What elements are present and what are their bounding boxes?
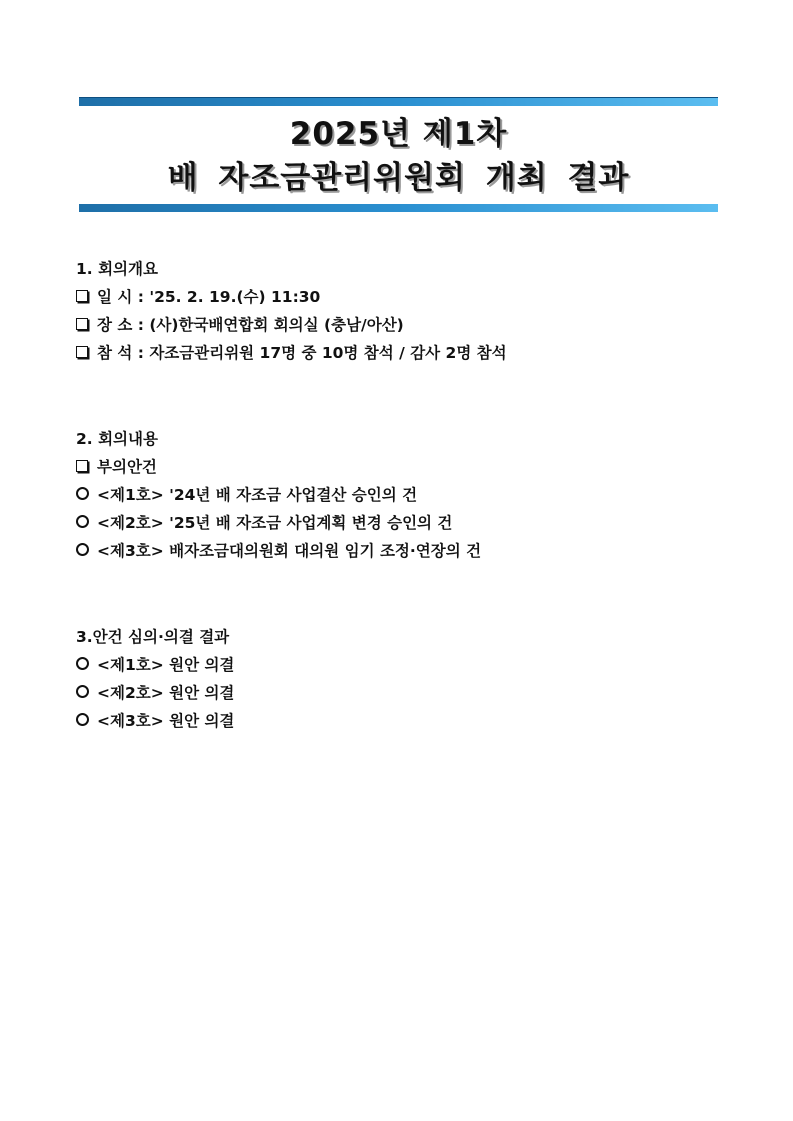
agenda-subheading (76, 453, 716, 481)
circle-bullet-icon (76, 657, 89, 670)
square-bullet-icon (76, 318, 88, 330)
agenda-subheading-text: 부의안건 (97, 458, 157, 476)
overview-item (76, 339, 716, 367)
circle-bullet-icon (76, 543, 89, 556)
result-item (76, 679, 716, 707)
section-1-heading: 1. 회의개요 (76, 260, 158, 278)
circle-bullet-icon (76, 713, 89, 726)
circle-bullet-icon (76, 487, 89, 500)
title-line-1: 2025년 제1차 (289, 116, 508, 152)
result-item (76, 651, 716, 679)
agenda-text: <제1호> '24년 배 자조금 사업결산 승인의 건 (97, 486, 418, 504)
agenda-text: <제2호> '25년 배 자조금 사업계획 변경 승인의 건 (97, 514, 453, 532)
result-text: <제1호> 원안 의결 (97, 656, 235, 674)
overview-text: 장 소 : (사)한국배연합회 회의실 (충남/아산) (97, 316, 404, 334)
overview-text: 일 시 : '25. 2. 19.(수) 11:30 (97, 288, 321, 306)
result-text: <제3호> 원안 의결 (97, 712, 235, 730)
title-bottom-bar (79, 204, 718, 212)
title-block (79, 97, 718, 212)
section-3-heading: 3.안건 심의·의결 결과 (76, 628, 230, 646)
document-body (76, 255, 716, 735)
overview-item (76, 311, 716, 339)
title-line-2: 배 자조금관리위원회 개최 결과 (167, 160, 630, 196)
agenda-item (76, 481, 716, 509)
agenda-text: <제3호> 배자조금대의원회 대의원 임기 조정·연장의 건 (97, 542, 482, 560)
agenda-item (76, 509, 716, 537)
circle-bullet-icon (76, 685, 89, 698)
square-bullet-icon (76, 290, 88, 302)
circle-bullet-icon (76, 515, 89, 528)
overview-text: 참 석 : 자조금관리위원 17명 중 10명 참석 / 감사 2명 참석 (97, 344, 507, 362)
result-text: <제2호> 원안 의결 (97, 684, 235, 702)
section-2-heading: 2. 회의내용 (76, 430, 158, 448)
title-top-bar (79, 97, 718, 106)
square-bullet-icon (76, 460, 88, 472)
agenda-item (76, 537, 716, 565)
square-bullet-icon (76, 346, 88, 358)
overview-item (76, 283, 716, 311)
result-item (76, 707, 716, 735)
